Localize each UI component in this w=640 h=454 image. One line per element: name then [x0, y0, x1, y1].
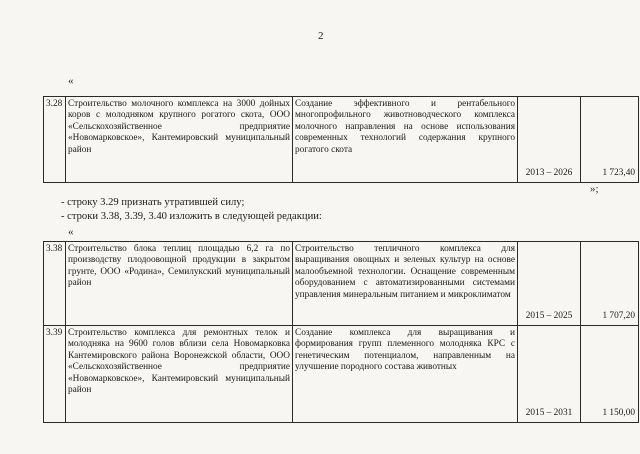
table-row	[44, 242, 639, 326]
investment-amount: 1 723,40	[581, 97, 639, 183]
implementation-period: 2015 – 2031	[518, 326, 581, 423]
row-number: 3.38	[44, 242, 66, 326]
object-goal: Строительство тепличного комплекса для выращивания овощных и зеленых культур на основе малообъемной технологии. Оснащение современным оборудованием с автоматизированными системами управления минеральным питанием и микроклиматом	[293, 242, 518, 326]
table-after	[43, 241, 639, 423]
table-row	[44, 97, 639, 183]
row-number: 3.28	[44, 97, 66, 183]
table-before	[43, 96, 639, 183]
object-goal: Создание комплекса для выращивания и формирования групп племенного молодняка КРС с генетическим потенциалом, направленным на улучшение породного состава животных	[293, 326, 518, 423]
implementation-period: 2013 – 2026	[518, 97, 581, 183]
implementation-period: 2015 – 2025	[518, 242, 581, 326]
object-name: Строительство комплекса для ремонтных телок и молодняка на 9600 голов вблизи села Новомарковка Кантемировского района Воронежской области, ООО «Сельскохозяйственное предприятие «Новомарковское», Кантемировский муниципальный район	[66, 326, 293, 423]
opening-quote: «	[68, 226, 74, 238]
opening-quote: «	[68, 75, 74, 87]
object-name: Строительство блока теплиц площадью 6,2 га по производству плодоовощной продукции в закрытом грунте, ООО «Родина», Семилукский муниципальный район	[66, 242, 293, 326]
investment-amount: 1 707,20	[581, 242, 639, 326]
instruction-line: - строку 3.29 признать утратившей силу;	[61, 197, 245, 208]
object-name: Строительство молочного комплекса на 3000 дойных коров с молодняком крупного рогатого скота, ООО «Сельскохозяйственное предприятие «Новомарковское», Кантемировский муниципальный район	[66, 97, 293, 183]
page-number: 2	[318, 30, 324, 42]
investment-amount: 1 150,00	[581, 326, 639, 423]
closing-quote: »;	[590, 183, 599, 195]
table-row	[44, 326, 639, 423]
row-number: 3.39	[44, 326, 66, 423]
object-goal: Создание эффективного и рентабельного многопрофильного животноводческого комплекса молочного направления на основе использования современных технологий содержания крупного рогатого скота	[293, 97, 518, 183]
instruction-line: - строки 3.38, 3.39, 3.40 изложить в следующей редакции:	[61, 211, 322, 222]
